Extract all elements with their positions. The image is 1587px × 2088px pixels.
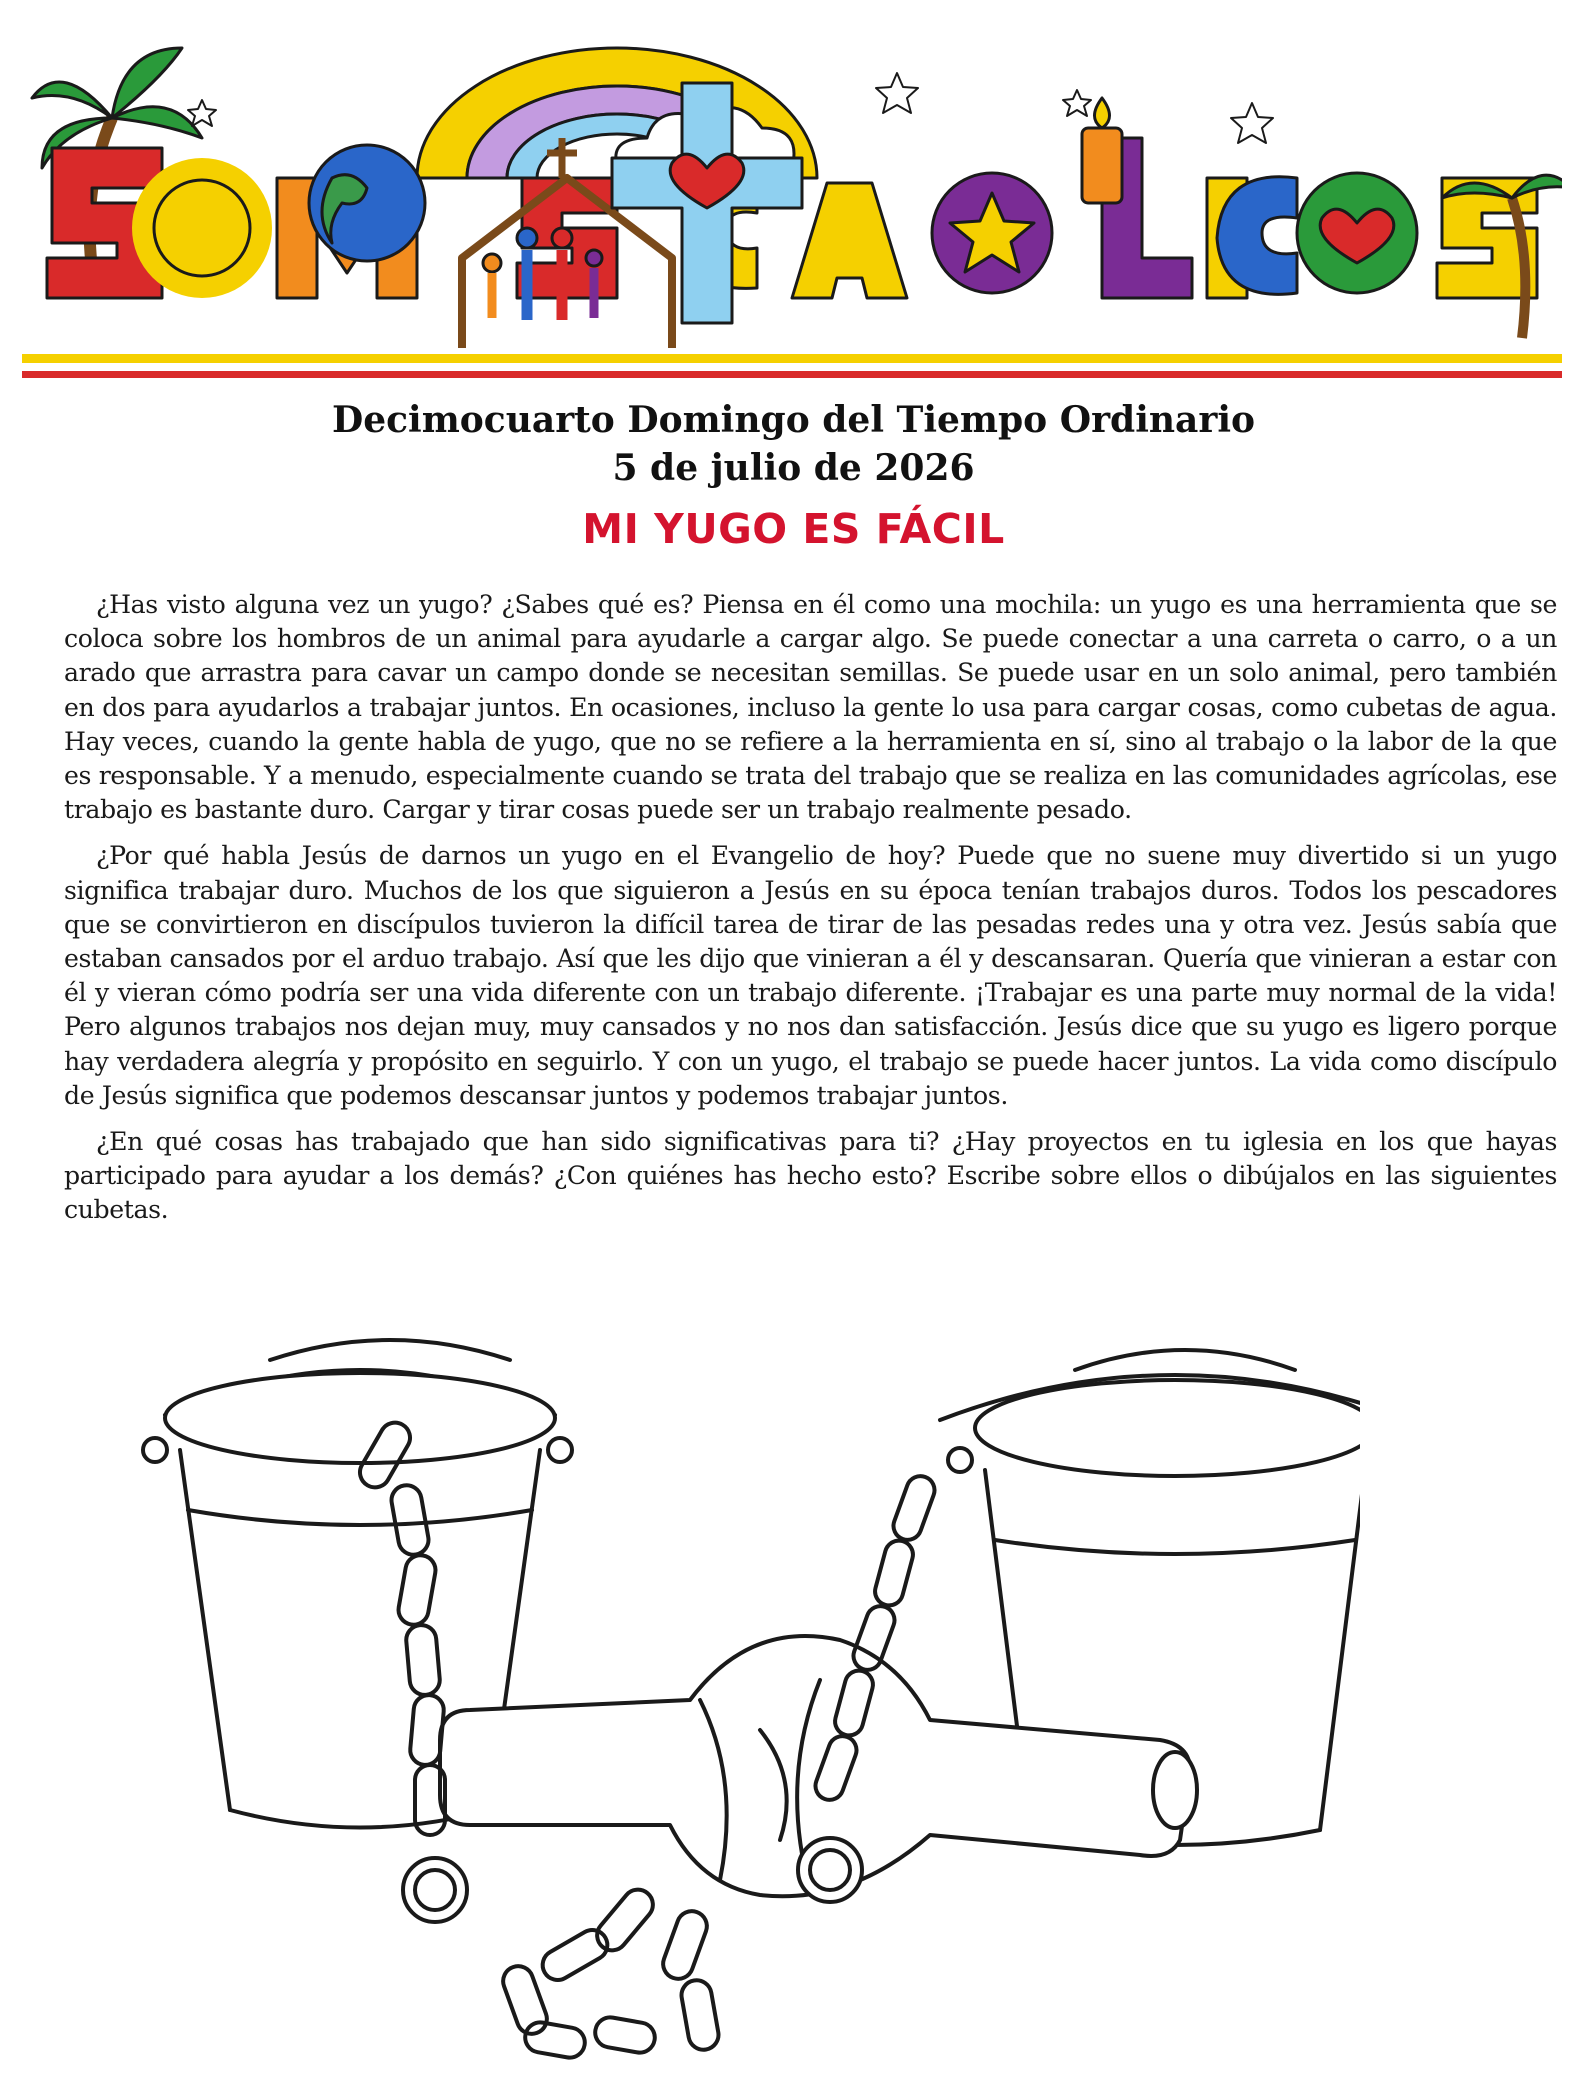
header-band-red — [22, 371, 1562, 378]
lesson-heading — [0, 396, 1587, 558]
sunday-title: Decimocuarto Domingo del Tiempo Ordinario — [331, 399, 1256, 441]
somos-catolicos-banner — [22, 28, 1562, 358]
paragraph: ¿En qué cosas has trabajado que han sido significativas para ti? ¿Hay proyectos en tu iglesia en los que hayas participado para ayudar a los demás? ¿Con quiénes has hecho esto? Escribe sobre ellos o dibújalos en las siguientes cubetas. — [64, 1127, 1557, 1225]
lesson-title: MI YUGO ES FÁCIL — [582, 505, 1005, 553]
paragraph: ¿Has visto alguna vez un yugo? ¿Sabes qué es? Piensa en él como una mochila: un yugo es una herramienta que se coloca sobre los hombros de un animal para ayudarle a cargar algo. Se puede conectar a una carreta o carro, o a un arado que arrastra para cavar un campo donde se necesitan semillas. Se puede usar en un solo animal, pero también en dos para ayudarlos a trabajar juntos. En ocasiones, incluso la gente lo usa para cargar cosas, como cubetas de agua. Hay veces, cuando la gente habla de yugo, que no se refiere a la herramienta en sí, sino al trabajo o la labor de la que es responsable. Y a menudo, especialmente cuando se trata del trabajo que se realiza en las comunidades agrícolas, ese trabajo es bastante duro. Cargar y tirar cosas puede ser un trabajo realmente pesado. — [64, 590, 1557, 825]
star-icon — [1231, 103, 1273, 143]
yoke-buckets-illustration — [140, 1310, 1360, 2070]
chain-bottom-icon — [499, 1884, 721, 2060]
candle-icon — [1082, 98, 1122, 203]
chain-left-icon — [355, 1417, 467, 1922]
sun-icon — [132, 158, 272, 298]
header-band-yellow — [22, 354, 1562, 363]
letter-a-icon — [792, 183, 907, 298]
paragraph: ¿Por qué habla Jesús de darnos un yugo en el Evangelio de hoy? Puede que no suene muy divertido si un yugo significa trabajar duro. Muchos de los que siguieron a Jesús en su época tenían trabajos duros. Todos los pescadores que se convirtieron en discípulos tuvieron la difícil tarea de tirar de las pesadas redes una y otra vez. Jesús sabía que estaban cansados por el arduo trabajo. Así que les dijo que vinieran a él y descansaran. Quería que vinieran a estar con él y vieran cómo podría ser una vida diferente con un trabajo diferente. ¡Trabajar es una parte muy normal de la vida! Pero algunos trabajos nos dejan muy, muy cansados y no nos dan satisfacción. Jesús dice que su yugo es ligero porque hay verdadera alegría y propósito en seguirlo. Y con un yugo, el trabajo se puede hacer juntos. La vida como discípulo de Jesús significa que podemos descansar juntos y podemos trabajar juntos. — [64, 841, 1557, 1110]
star-icon — [188, 100, 216, 126]
lesson-body — [64, 588, 1557, 1240]
star-icon — [1063, 90, 1091, 116]
lesson-date: 5 de julio de 2026 — [612, 447, 975, 489]
star-icon — [876, 73, 918, 113]
